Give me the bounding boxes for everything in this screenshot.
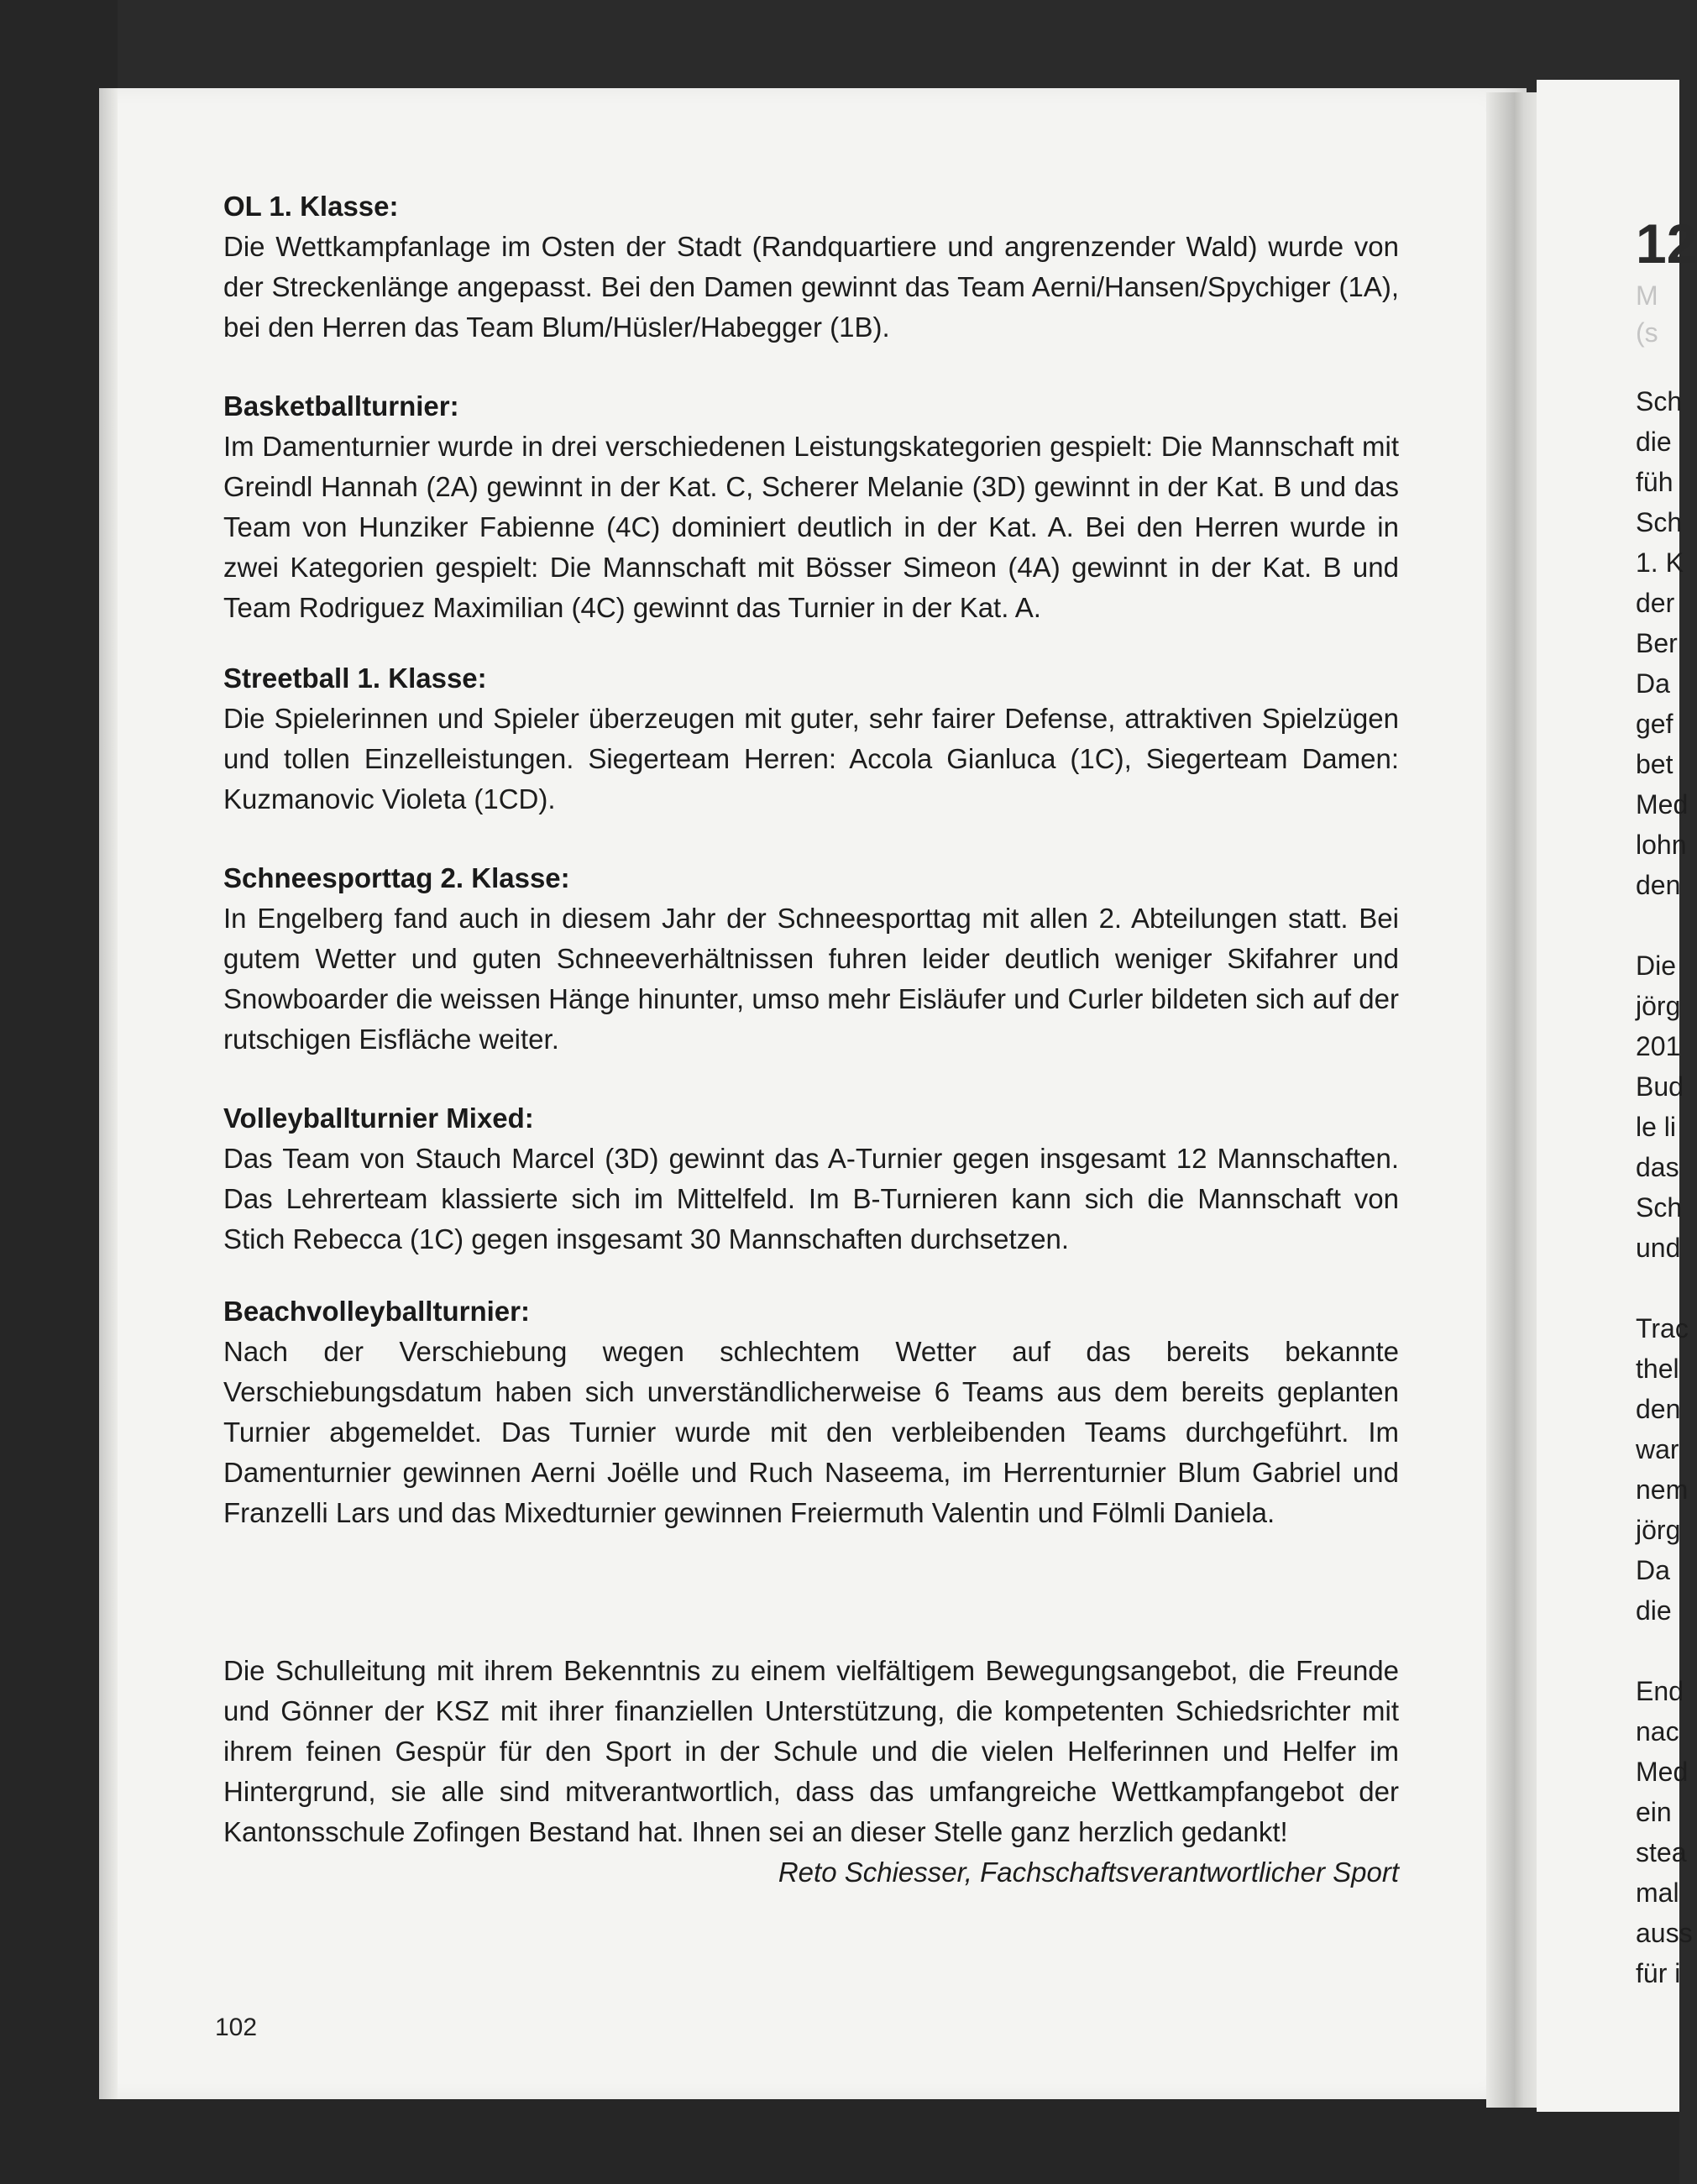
right-page-line: bet bbox=[1636, 749, 1673, 779]
right-page-line: Ber bbox=[1636, 628, 1678, 658]
right-page-line: den bbox=[1636, 870, 1681, 900]
section-basketball bbox=[223, 386, 1399, 628]
section-heading: Beachvolleyballturnier: bbox=[223, 1296, 530, 1327]
right-page-line: auss bbox=[1636, 1918, 1693, 1948]
section-text: Die Wettkampfanlage im Osten der Stadt (Randquartiere und angrenzender Wald) wurde von der Streckenlänge angepasst. Bei den Damen gewinnt das Team Aerni/Hansen/Spychiger (1A), bei den Herren das Team Blum/Hüsler/Habegger (1B). bbox=[223, 231, 1399, 343]
section-volleyball bbox=[223, 1098, 1399, 1260]
right-page-line: le li bbox=[1636, 1112, 1677, 1142]
right-page-line bbox=[1636, 905, 1679, 945]
right-page-line: Die bbox=[1636, 951, 1677, 981]
right-page-line: 1. K bbox=[1636, 547, 1684, 578]
left-page-content bbox=[223, 186, 1399, 1893]
right-page-line: die bbox=[1636, 427, 1672, 457]
right-page-line: Da bbox=[1636, 1555, 1670, 1585]
section-text: Nach der Verschiebung wegen schlechtem Wetter auf das bereits bekannte Verschiebungsdatum haben sich unverständlicherweise 6 Teams aus dem bereits geplanten Turnier abgemeldet. Das Turnier wurde mit den verbleibenden Teams durchgeführt. Im Damenturnier gewinnen Aerni Joëlle und Ruch Naseema, im Herrenturnier Blum Gabriel und Franzelli Lars und das Mixedturnier gewinnen Freiermuth Valentin und Fölmli Daniela. bbox=[223, 1336, 1399, 1528]
section-text: Das Team von Stauch Marcel (3D) gewinnt das A-Turnier gegen insgesamt 12 Mannschaften. Das Lehrerteam klassierte sich im Mittelfeld. Im B-Turnieren kann sich die Mannschaft von Stich Rebecca (1C) gegen insgesamt 30 Mannschaften durchsetzen. bbox=[223, 1143, 1399, 1254]
signature: Reto Schiesser, Fachschaftsverantwortlicher Sport bbox=[778, 1857, 1399, 1888]
right-page-line: Med bbox=[1636, 1757, 1689, 1787]
right-page-line bbox=[1636, 1268, 1679, 1308]
closing-text: Die Schulleitung mit ihrem Bekenntnis zu einem vielfältigem Bewegungsangebot, die Freunde und Gönner der KSZ mit ihrer finanziellen Unterstützung, die kompetenten Schiedsrichter mit ihrem feinen Gespür für den Sport in der Schule und die vielen Helferinnen und Helfer im Hintergrund, sie alle sind mitverantwortlich, dass das umfangreiche Wettkampfangebot der Kantonsschule Zofingen Bestand hat. Ihnen sei an dieser Stelle ganz herzlich gedankt! bbox=[223, 1655, 1399, 1847]
section-schneesporttag bbox=[223, 858, 1399, 1060]
right-page-line: Da bbox=[1636, 668, 1670, 699]
page-number: 102 bbox=[215, 2014, 258, 2041]
right-page-line: für i bbox=[1636, 1958, 1681, 1988]
section-heading: Schneesporttag 2. Klasse: bbox=[223, 862, 570, 893]
section-beachvolleyball bbox=[223, 1291, 1399, 1533]
section-heading: Volleyballturnier Mixed: bbox=[223, 1102, 534, 1134]
right-page-line: gef bbox=[1636, 709, 1673, 739]
right-page-line: Sch bbox=[1636, 386, 1683, 416]
right-page-subheading-2: (s bbox=[1636, 317, 1658, 348]
section-heading: OL 1. Klasse: bbox=[223, 191, 399, 222]
right-page-line: End bbox=[1636, 1676, 1684, 1706]
right-page-line: jörg bbox=[1636, 991, 1681, 1021]
section-heading: Basketballturnier: bbox=[223, 390, 459, 422]
right-page-subheading: M bbox=[1636, 280, 1658, 311]
right-page-line: thel bbox=[1636, 1354, 1679, 1384]
right-page-line: nac bbox=[1636, 1716, 1679, 1747]
right-page-line: ein bbox=[1636, 1797, 1672, 1827]
right-page-line: Med bbox=[1636, 789, 1689, 820]
right-page-line: Trac bbox=[1636, 1313, 1689, 1343]
left-page-edge bbox=[99, 88, 118, 2099]
right-page-line: mal bbox=[1636, 1878, 1679, 1908]
section-streetball bbox=[223, 658, 1399, 820]
section-text: Die Spielerinnen und Spieler überzeugen mit guter, sehr fairer Defense, attraktiven Spielzügen und tollen Einzelleistungen. Siegerteam Herren: Accola Gianluca (1C), Siegerteam Damen: Kuzmanovic Violeta (1CD). bbox=[223, 703, 1399, 814]
right-page-line: 201 bbox=[1636, 1031, 1681, 1061]
right-page-line: das bbox=[1636, 1152, 1679, 1182]
right-page-line bbox=[1636, 1631, 1679, 1671]
right-page-line: lohn bbox=[1636, 830, 1687, 860]
right-page-text bbox=[1636, 210, 1697, 1993]
section-ol bbox=[223, 186, 1399, 348]
right-page-line: war bbox=[1636, 1434, 1679, 1464]
section-text: In Engelberg fand auch in diesem Jahr der Schneesporttag mit allen 2. Abteilungen statt. Bei gutem Wetter und guten Schneeverhältnissen fuhren leider deutlich weniger Skifahrer und Snowboarder die weissen Hänge hinunter, umso mehr Eisläufer und Curler bildeten sich auf der rutschigen Eisfläche weiter. bbox=[223, 903, 1399, 1055]
right-page-line: den bbox=[1636, 1394, 1681, 1424]
right-page-line: der bbox=[1636, 588, 1675, 618]
right-page-lines bbox=[1636, 381, 1693, 1993]
right-page-line: die bbox=[1636, 1595, 1672, 1626]
right-page-line: Sch bbox=[1636, 507, 1683, 537]
right-page-line: Bud bbox=[1636, 1071, 1684, 1102]
right-page-line: jörg bbox=[1636, 1515, 1681, 1545]
right-page-line: und bbox=[1636, 1233, 1681, 1263]
right-page-line: stea bbox=[1636, 1837, 1687, 1867]
right-page-heading: 12 bbox=[1636, 212, 1697, 275]
right-page-line: Sch bbox=[1636, 1192, 1683, 1223]
section-text: Im Damenturnier wurde in drei verschiedenen Leistungskategorien gespielt: Die Mannschaft mit Greindl Hannah (2A) gewinnt in der Kat. C, Scherer Melanie (3D) gewinnt in der Kat. B und das Team von Hunziker Fabienne (4C) dominiert deutlich in der Kat. A. Bei den Herren wurde in zwei Kategorien gespielt: Die Mannschaft mit Bösser Simeon (4A) gewinnt in der Kat. B und Team Rodriguez Maximilian (4C) gewinnt das Turnier in der Kat. A. bbox=[223, 431, 1399, 623]
right-page-line: füh bbox=[1636, 467, 1673, 497]
section-heading: Streetball 1. Klasse: bbox=[223, 663, 487, 694]
closing-block bbox=[223, 1651, 1399, 1893]
right-page-line: nem bbox=[1636, 1474, 1689, 1505]
